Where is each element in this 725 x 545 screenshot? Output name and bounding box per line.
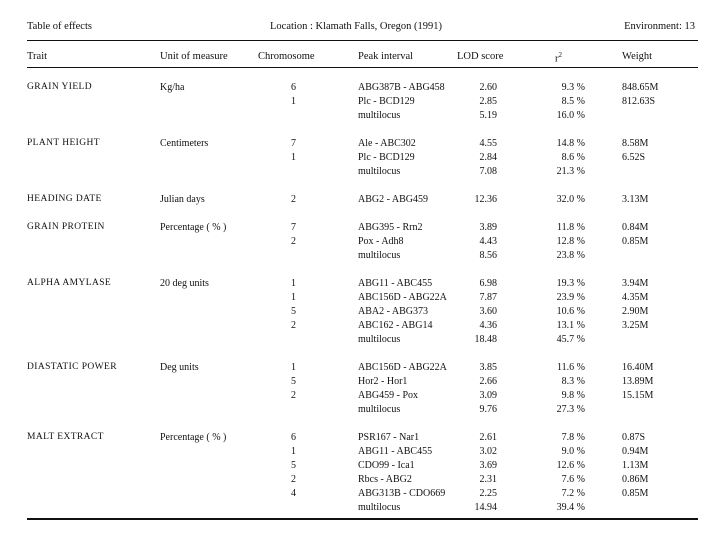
r-squared-cell: 10.6 % bbox=[556, 306, 585, 317]
r-squared-cell: 11.6 % bbox=[557, 362, 585, 373]
lod-score-cell: 2.31 bbox=[479, 474, 497, 485]
table-row bbox=[0, 278, 725, 292]
peak-interval-cell: multilocus bbox=[358, 166, 401, 177]
table-row bbox=[0, 306, 725, 320]
weight-cell: 16.40M bbox=[622, 362, 654, 373]
table-row bbox=[0, 362, 725, 376]
peak-interval-cell: PSR167 - Nar1 bbox=[358, 432, 420, 443]
r-squared-cell: 9.0 % bbox=[561, 446, 585, 457]
lod-score-cell: 18.48 bbox=[474, 334, 497, 345]
r-squared-cell: 11.8 % bbox=[557, 222, 585, 233]
r-squared-cell: 13.1 % bbox=[556, 320, 585, 331]
unit-cell: Centimeters bbox=[160, 138, 209, 149]
chromosome-cell: 1 bbox=[291, 362, 296, 373]
r-squared-cell: 45.7 % bbox=[556, 334, 585, 345]
lod-score-cell: 3.02 bbox=[479, 446, 497, 457]
unit-cell: Kg/ha bbox=[160, 82, 185, 93]
col-chromosome: Chromosome bbox=[258, 51, 315, 62]
r-squared-cell: 9.3 % bbox=[561, 82, 585, 93]
table-row bbox=[0, 236, 725, 250]
table-title: Table of effects bbox=[27, 21, 92, 32]
lod-score-cell: 6.98 bbox=[479, 278, 497, 289]
trait-cell: DIASTATIC POWER bbox=[27, 362, 117, 372]
chromosome-cell: 5 bbox=[291, 376, 296, 387]
lod-score-cell: 2.60 bbox=[479, 82, 497, 93]
peak-interval-cell: multilocus bbox=[358, 334, 401, 345]
table-row bbox=[0, 82, 725, 96]
lod-score-cell: 12.36 bbox=[474, 194, 497, 205]
col-trait: Trait bbox=[27, 51, 48, 62]
r-squared-cell: 7.2 % bbox=[561, 488, 585, 499]
weight-cell: 6.52S bbox=[622, 152, 646, 163]
peak-interval-cell: Plc - BCD129 bbox=[358, 96, 415, 107]
peak-interval-cell: multilocus bbox=[358, 110, 401, 121]
lod-score-cell: 2.84 bbox=[479, 152, 497, 163]
chromosome-cell: 6 bbox=[291, 82, 296, 93]
weight-cell: 0.85M bbox=[622, 488, 649, 499]
chromosome-cell: 1 bbox=[291, 292, 296, 303]
peak-interval-cell: ABA2 - ABG373 bbox=[358, 306, 429, 317]
lod-score-cell: 14.94 bbox=[474, 502, 497, 513]
chromosome-cell: 2 bbox=[291, 474, 296, 485]
r-squared-base: r bbox=[555, 53, 559, 65]
table-row bbox=[0, 320, 725, 334]
header-rule bbox=[27, 67, 698, 68]
lod-score-cell: 4.43 bbox=[479, 236, 497, 247]
lod-score-cell: 2.66 bbox=[479, 376, 497, 387]
lod-score-cell: 3.60 bbox=[479, 306, 497, 317]
unit-cell: Percentage ( % ) bbox=[160, 222, 227, 233]
trait-cell: GRAIN YIELD bbox=[27, 82, 92, 92]
table-row bbox=[0, 334, 725, 348]
table-row bbox=[0, 432, 725, 446]
r-squared-cell: 8.3 % bbox=[561, 376, 585, 387]
lod-score-cell: 2.61 bbox=[479, 432, 497, 443]
table-row bbox=[0, 96, 725, 110]
lod-score-cell: 4.55 bbox=[479, 138, 497, 149]
peak-interval-cell: multilocus bbox=[358, 404, 401, 415]
chromosome-cell: 1 bbox=[291, 96, 296, 107]
lod-score-cell: 3.89 bbox=[479, 222, 497, 233]
trait-cell: PLANT HEIGHT bbox=[27, 138, 100, 148]
table-row bbox=[0, 152, 725, 166]
peak-interval-cell: ABC162 - ABG14 bbox=[358, 320, 433, 331]
r-squared-cell: 12.8 % bbox=[556, 236, 585, 247]
peak-interval-cell: Ale - ABC302 bbox=[358, 138, 416, 149]
r-squared-cell: 8.5 % bbox=[561, 96, 585, 107]
peak-interval-cell: ABC156D - ABG22A bbox=[358, 362, 447, 373]
chromosome-cell: 1 bbox=[291, 278, 296, 289]
weight-cell: 0.87S bbox=[622, 432, 646, 443]
unit-cell: Percentage ( % ) bbox=[160, 432, 227, 443]
peak-interval-cell: ABG313B - CDO669 bbox=[358, 488, 446, 499]
r-squared-cell: 14.8 % bbox=[556, 138, 585, 149]
weight-cell: 3.94M bbox=[622, 278, 649, 289]
peak-interval-cell: ABG395 - Rrn2 bbox=[358, 222, 423, 233]
lod-score-cell: 2.85 bbox=[479, 96, 497, 107]
unit-cell: Deg units bbox=[160, 362, 199, 373]
trait-cell: HEADING DATE bbox=[27, 194, 102, 204]
r-squared-cell: 8.6 % bbox=[561, 152, 585, 163]
lod-score-cell: 4.36 bbox=[479, 320, 497, 331]
lod-score-cell: 7.08 bbox=[479, 166, 497, 177]
table-row bbox=[0, 110, 725, 124]
col-r-squared bbox=[555, 51, 562, 65]
chromosome-cell: 4 bbox=[291, 488, 296, 499]
weight-cell: 812.63S bbox=[622, 96, 656, 107]
lod-score-cell: 3.69 bbox=[479, 460, 497, 471]
table-row bbox=[0, 138, 725, 152]
lod-score-cell: 5.19 bbox=[479, 110, 497, 121]
environment-label: Environment: 13 bbox=[624, 21, 695, 32]
peak-interval-cell: multilocus bbox=[358, 250, 401, 261]
chromosome-cell: 5 bbox=[291, 306, 296, 317]
weight-cell: 0.85M bbox=[622, 236, 649, 247]
table-row bbox=[0, 460, 725, 474]
weight-cell: 8.58M bbox=[622, 138, 649, 149]
table-row bbox=[0, 390, 725, 404]
peak-interval-cell: ABG2 - ABG459 bbox=[358, 194, 429, 205]
lod-score-cell: 2.25 bbox=[479, 488, 497, 499]
chromosome-cell: 1 bbox=[291, 152, 296, 163]
r-squared-cell: 21.3 % bbox=[556, 166, 585, 177]
r-squared-cell: 32.0 % bbox=[556, 194, 585, 205]
weight-cell: 3.25M bbox=[622, 320, 649, 331]
table-row bbox=[0, 488, 725, 502]
r-squared-cell: 7.6 % bbox=[561, 474, 585, 485]
r-squared-sup: 2 bbox=[558, 51, 562, 59]
trait-cell: GRAIN PROTEIN bbox=[27, 222, 105, 232]
peak-interval-cell: ABG11 - ABC455 bbox=[358, 446, 433, 457]
r-squared-cell: 7.8 % bbox=[561, 432, 585, 443]
location-label: Location : Klamath Falls, Oregon (1991) bbox=[270, 21, 443, 32]
lod-score-cell: 9.76 bbox=[479, 404, 497, 415]
lod-score-cell: 7.87 bbox=[479, 292, 497, 303]
chromosome-cell: 1 bbox=[291, 446, 296, 457]
r-squared-cell: 12.6 % bbox=[556, 460, 585, 471]
trait-cell: ALPHA AMYLASE bbox=[27, 278, 112, 288]
table-row bbox=[0, 194, 725, 208]
chromosome-cell: 2 bbox=[291, 236, 296, 247]
r-squared-cell: 23.9 % bbox=[556, 292, 585, 303]
table-row bbox=[0, 292, 725, 306]
r-squared-cell: 23.8 % bbox=[556, 250, 585, 261]
table-row bbox=[0, 502, 725, 516]
lod-score-cell: 8.56 bbox=[479, 250, 497, 261]
peak-interval-cell: ABG459 - Pox bbox=[358, 390, 419, 401]
chromosome-cell: 7 bbox=[291, 222, 296, 233]
table-row bbox=[0, 222, 725, 236]
bottom-rule bbox=[27, 518, 698, 520]
weight-cell: 848.65M bbox=[622, 82, 659, 93]
weight-cell: 2.90M bbox=[622, 306, 649, 317]
top-rule bbox=[27, 40, 698, 41]
weight-cell: 3.13M bbox=[622, 194, 649, 205]
chromosome-cell: 2 bbox=[291, 390, 296, 401]
unit-cell: 20 deg units bbox=[160, 278, 209, 289]
peak-interval-cell: CDO99 - Ica1 bbox=[358, 460, 415, 471]
col-lod-score: LOD score bbox=[457, 51, 504, 62]
chromosome-cell: 2 bbox=[291, 320, 296, 331]
peak-interval-cell: ABC156D - ABG22A bbox=[358, 292, 447, 303]
peak-interval-cell: ABG387B - ABG458 bbox=[358, 82, 445, 93]
weight-cell: 15.15M bbox=[622, 390, 654, 401]
weight-cell: 4.35M bbox=[622, 292, 649, 303]
col-unit: Unit of measure bbox=[160, 51, 228, 62]
peak-interval-cell: multilocus bbox=[358, 502, 401, 513]
table-row bbox=[0, 250, 725, 264]
r-squared-cell: 9.8 % bbox=[561, 390, 585, 401]
weight-cell: 13.89M bbox=[622, 376, 654, 387]
col-weight: Weight bbox=[622, 51, 653, 62]
table-row bbox=[0, 446, 725, 460]
peak-interval-cell: ABG11 - ABC455 bbox=[358, 278, 433, 289]
lod-score-cell: 3.09 bbox=[479, 390, 497, 401]
weight-cell: 1.13M bbox=[622, 460, 649, 471]
chromosome-cell: 2 bbox=[291, 194, 296, 205]
peak-interval-cell: Rbcs - ABG2 bbox=[358, 474, 412, 485]
table-row bbox=[0, 404, 725, 418]
r-squared-cell: 16.0 % bbox=[556, 110, 585, 121]
peak-interval-cell: Hor2 - Hor1 bbox=[358, 376, 408, 387]
weight-cell: 0.84M bbox=[622, 222, 649, 233]
r-squared-cell: 19.3 % bbox=[556, 278, 585, 289]
trait-cell: MALT EXTRACT bbox=[27, 432, 104, 442]
peak-interval-cell: Plc - BCD129 bbox=[358, 152, 415, 163]
unit-cell: Julian days bbox=[160, 194, 205, 205]
table-row bbox=[0, 376, 725, 390]
table-row bbox=[0, 166, 725, 180]
lod-score-cell: 3.85 bbox=[479, 362, 497, 373]
weight-cell: 0.86M bbox=[622, 474, 649, 485]
peak-interval-cell: Pox - Adh8 bbox=[358, 236, 404, 247]
weight-cell: 0.94M bbox=[622, 446, 649, 457]
chromosome-cell: 5 bbox=[291, 460, 296, 471]
chromosome-cell: 7 bbox=[291, 138, 296, 149]
r-squared-cell: 27.3 % bbox=[556, 404, 585, 415]
col-peak-interval: Peak interval bbox=[358, 51, 414, 62]
table-row bbox=[0, 474, 725, 488]
r-squared-cell: 39.4 % bbox=[556, 502, 585, 513]
chromosome-cell: 6 bbox=[291, 432, 296, 443]
